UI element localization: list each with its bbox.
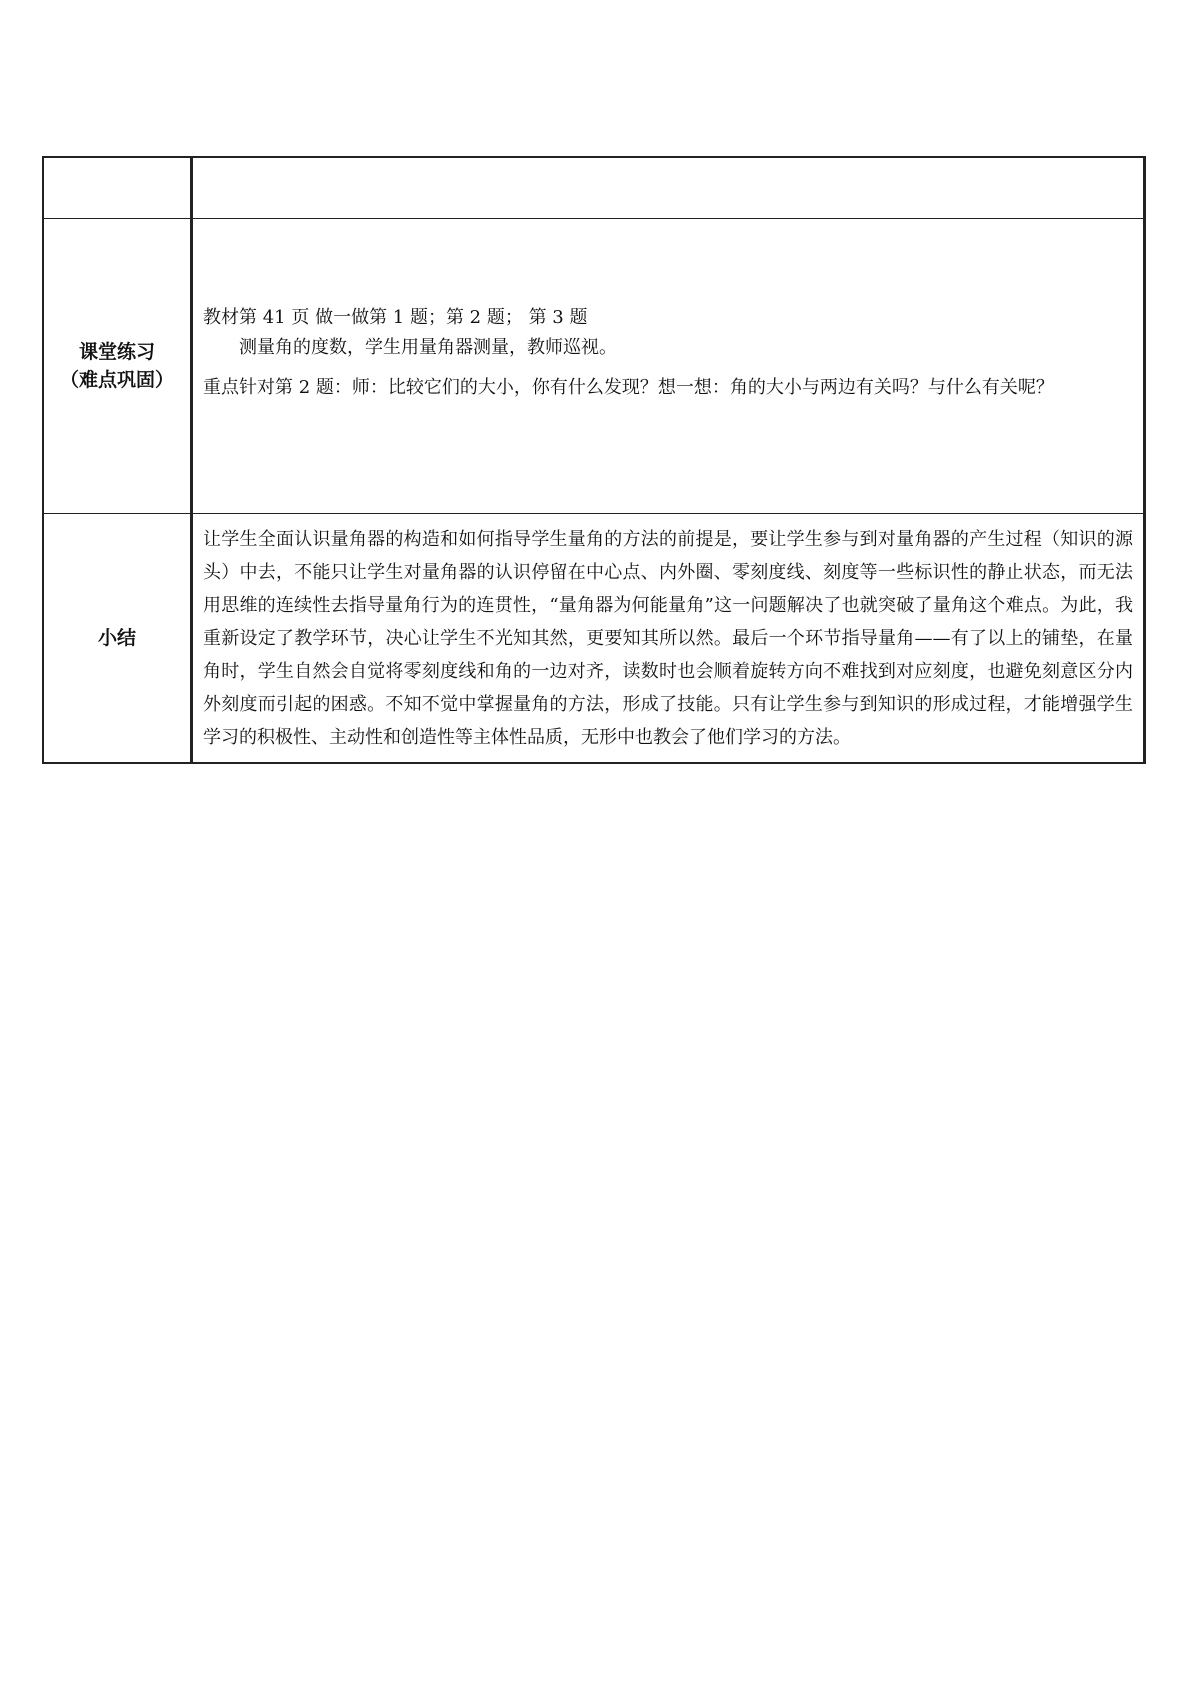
practice-content bbox=[193, 241, 1143, 491]
summary-content bbox=[193, 523, 1143, 754]
empty-content-cell bbox=[192, 157, 1145, 219]
practice-label-cell bbox=[43, 219, 192, 514]
summary-label: 小结 bbox=[97, 627, 136, 649]
table-row-practice bbox=[43, 219, 1145, 514]
lesson-plan-table bbox=[42, 156, 1146, 764]
empty-label-cell bbox=[43, 157, 192, 219]
practice-textbook-line: 教材第 41 页 做一做第 1 题；第 2 题； 第 3 题 bbox=[203, 307, 588, 328]
practice-label-title: 课堂练习 bbox=[78, 341, 155, 363]
summary-content-cell bbox=[192, 514, 1145, 764]
table-row-empty bbox=[43, 157, 1145, 219]
practice-focus-line: 重点针对第 2 题：师：比较它们的大小，你有什么发现？想一想：角的大小与两边有关吗？与什么有关呢？ bbox=[203, 377, 1054, 398]
practice-label-subtitle: （难点巩固） bbox=[59, 369, 174, 391]
summary-paragraph: 让学生全面认识量角器的构造和如何指导学生量角的方法的前提是，要让学生参与到对量角器的产生过程（知识的源头）中去，不能只让学生对量角器的认识停留在中心点、内外圈、零刻度线、刻度等一些标识性的静止状态，而无法用思维的连续性去指导量角行为的连贯性，“量角器为何能量角”这一问题解决了也就突破了量角这个难点。为此，我重新设定了教学环节，决心让学生不光知其然，更要知其所以然。最后一个环节指导量角——有了以上的铺垫，在量角时，学生自然会自觉将零刻度线和角的一边对齐，读数时也会顺着旋转方向不难找到对应刻度，也避免刻意区分内外刻度而引起的困惑。不知不觉中掌握量角的方法，形成了技能。只有让学生参与到知识的形成过程，才能增强学生学习的积极性、主动性和创造性等主体性品质，无形中也教会了他们学习的方法。 bbox=[203, 528, 1133, 748]
practice-measure-line: 测量角的度数，学生用量角器测量，教师巡视。 bbox=[239, 337, 617, 358]
summary-label-cell bbox=[43, 514, 192, 764]
table-row-summary bbox=[43, 514, 1145, 764]
practice-content-cell bbox=[192, 219, 1145, 514]
